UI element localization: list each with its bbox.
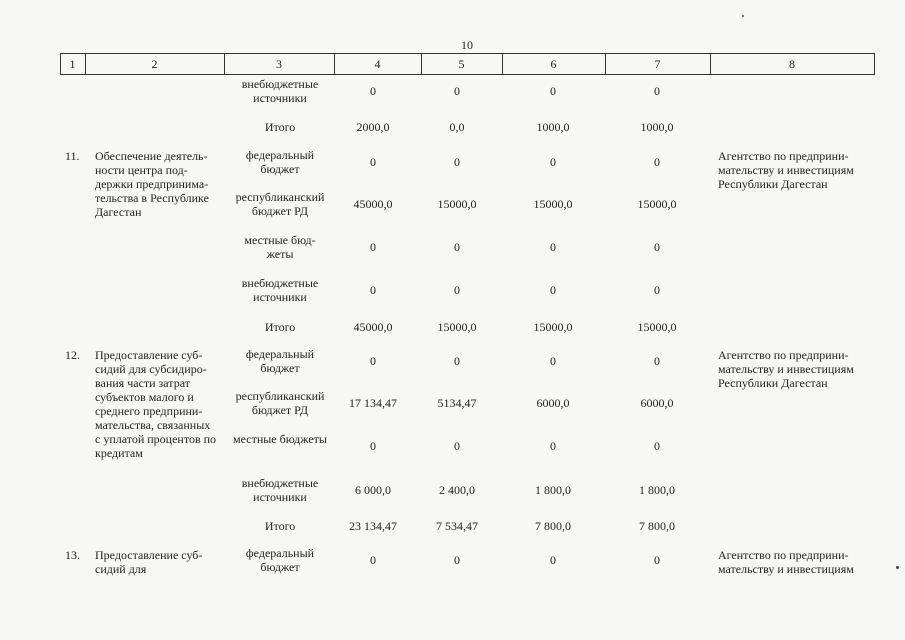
funding-source: федеральный бюджет	[245, 148, 315, 176]
value-cell: 15000,0	[437, 320, 477, 334]
funding-source: Итого	[264, 519, 296, 533]
value-cell: 0	[370, 84, 376, 98]
funding-source: республиканский бюджет РД	[235, 389, 325, 417]
value-cell: 15000,0	[533, 320, 573, 334]
value-cell: 0	[654, 283, 660, 297]
value-cell: 0	[454, 553, 460, 567]
header-col-2: 2	[151, 57, 158, 71]
value-cell: 2 400,0	[439, 483, 475, 497]
value-cell: 0	[654, 439, 660, 453]
header-col-1: 1	[69, 57, 76, 71]
value-cell: 0	[454, 283, 460, 297]
funding-source: местные бюд-жеты	[244, 233, 316, 261]
value-cell: 0	[370, 155, 376, 169]
value-cell: 0	[454, 240, 460, 254]
value-cell: 6 000,0	[355, 483, 391, 497]
funding-source: республиканский бюджет РД	[235, 190, 325, 218]
value-cell: 7 800,0	[535, 519, 571, 533]
header-col-3: 3	[276, 57, 282, 71]
item-agency: Агентство по предприни-мательству и инвестициям Республики Дагестан	[718, 149, 854, 191]
value-cell: 6000,0	[640, 396, 674, 410]
value-cell: 15000,0	[637, 197, 677, 211]
funding-source: Итого	[264, 120, 296, 134]
scan-dot	[896, 566, 899, 569]
value-cell: 1 800,0	[535, 483, 571, 497]
value-cell: 0	[370, 354, 376, 368]
value-cell: 23 134,47	[349, 519, 397, 533]
value-cell: 6000,0	[536, 396, 570, 410]
value-cell: 0	[550, 283, 556, 297]
item-name: Предоставление суб-сидий для субсидиро-вания части затрат субъектов малого и среднего предприни-мательства, связанных с уплатой процентов по кредитам	[95, 348, 217, 460]
item-name: Предоставление суб-сидий для	[95, 548, 203, 576]
value-cell: 0,0	[449, 120, 465, 134]
value-cell: 1000,0	[536, 120, 570, 134]
value-cell: 17 134,47	[349, 396, 397, 410]
value-cell: 0	[370, 553, 376, 567]
value-cell: 0	[654, 155, 660, 169]
value-cell: 0	[370, 439, 376, 453]
value-cell: 1 800,0	[639, 483, 675, 497]
header-col-4: 4	[374, 57, 381, 71]
value-cell: 0	[654, 553, 660, 567]
value-cell: 15000,0	[637, 320, 677, 334]
scan-dot	[742, 15, 744, 17]
value-cell: 0	[550, 155, 556, 169]
funding-source: федеральный бюджет	[245, 347, 315, 375]
value-cell: 0	[370, 283, 376, 297]
value-cell: 0	[550, 84, 556, 98]
value-cell: 5134,47	[437, 396, 477, 410]
funding-source: внебюджетные источники	[241, 276, 319, 304]
value-cell: 0	[550, 439, 556, 453]
value-cell: 45000,0	[353, 320, 393, 334]
item-name: Обеспечение деятель-ности центра под-держки предпринима-тельства в Республике Дагестан	[95, 149, 209, 219]
funding-source: местные бюджеты	[233, 432, 327, 446]
funding-source: внебюджетные источники	[241, 476, 319, 504]
header-col-6: 6	[550, 57, 557, 71]
item-number: 11.	[65, 149, 80, 163]
value-cell: 0	[654, 84, 660, 98]
value-cell: 0	[550, 354, 556, 368]
value-cell: 0	[454, 155, 460, 169]
value-cell: 0	[454, 84, 460, 98]
table-header	[60, 53, 875, 75]
funding-source: внебюджетные источники	[241, 77, 319, 105]
value-cell: 7 534,47	[436, 519, 478, 533]
funding-source: федеральный бюджет	[245, 546, 315, 574]
value-cell: 0	[654, 240, 660, 254]
header-col-5: 5	[458, 57, 465, 71]
value-cell: 0	[550, 240, 556, 254]
item-number: 12.	[65, 348, 80, 362]
header-col-8: 8	[789, 57, 795, 71]
page-number: 10	[461, 38, 473, 52]
item-agency: Агентство по предприни-мательству и инвестициям Республики Дагестан	[718, 348, 854, 390]
value-cell: 0	[550, 553, 556, 567]
funding-source: Итого	[264, 320, 296, 334]
value-cell: 1000,0	[640, 120, 674, 134]
header-col-7: 7	[654, 57, 661, 71]
value-cell: 7 800,0	[639, 519, 675, 533]
value-cell: 0	[654, 354, 660, 368]
value-cell: 15000,0	[437, 197, 477, 211]
value-cell: 45000,0	[353, 197, 393, 211]
item-number: 13.	[65, 548, 80, 562]
value-cell: 0	[454, 439, 460, 453]
value-cell: 15000,0	[533, 197, 573, 211]
value-cell: 0	[454, 354, 460, 368]
item-agency: Агентство по предприни-мательству и инвестициям	[718, 548, 854, 576]
value-cell: 0	[370, 240, 376, 254]
value-cell: 2000,0	[356, 120, 390, 134]
